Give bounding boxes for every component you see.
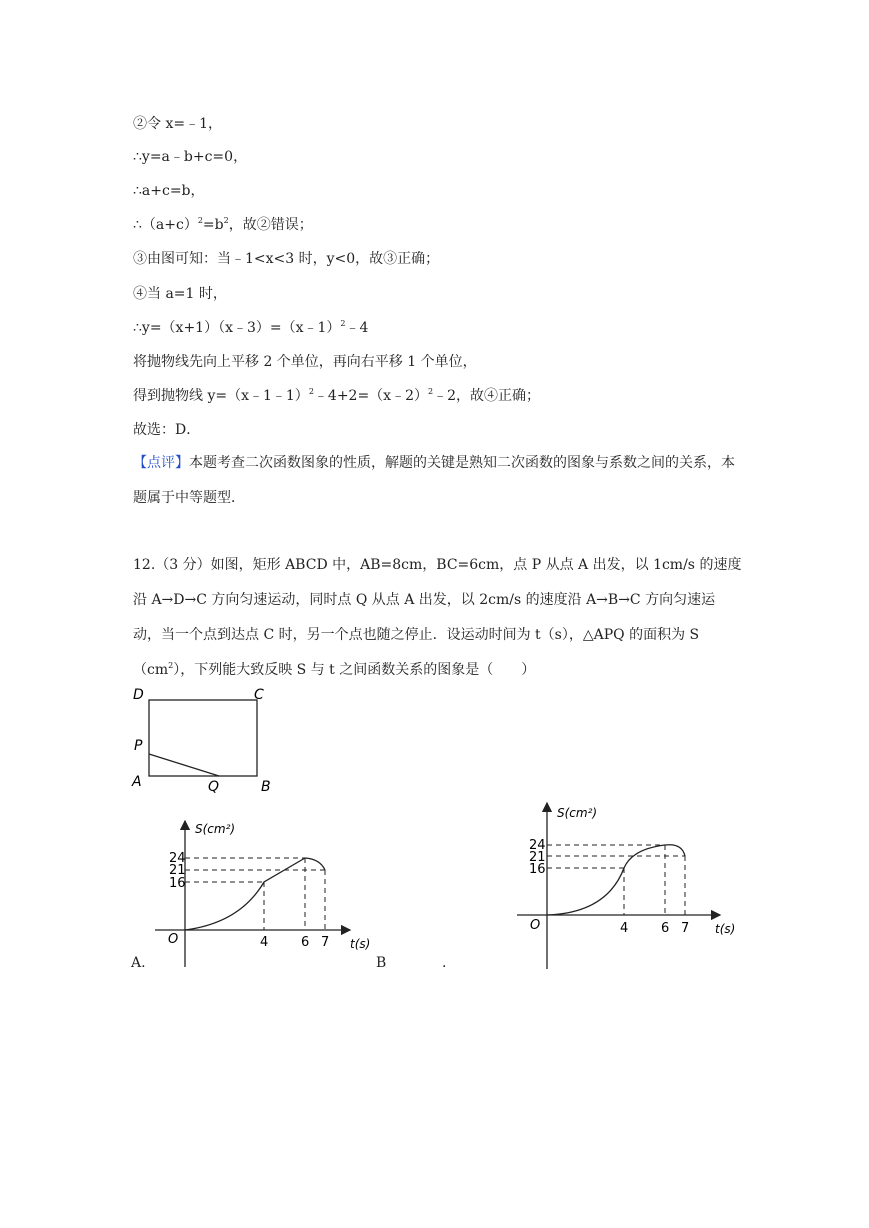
ytick-16: 16 <box>529 862 546 877</box>
curve-a <box>185 858 325 930</box>
solution-line-1: ②令 x=﹣1， <box>133 116 222 132</box>
superscript: 2 <box>223 216 229 225</box>
xtick-4: 4 <box>260 935 269 950</box>
ytick-16: 16 <box>169 876 186 891</box>
comment-text: 本题考查二次函数图象的性质，解题的关键是熟知二次函数的图象与系数之间的关系，本题属于中等题型． <box>133 455 735 506</box>
ytick-24: 24 <box>529 838 546 853</box>
xtick-6: 6 <box>301 935 310 950</box>
solution-line-7 <box>133 318 368 340</box>
ytick-24: 24 <box>169 851 186 866</box>
text: 得到抛物线 y=（x﹣1﹣1） <box>133 388 309 404</box>
xtick-7: 7 <box>321 935 330 950</box>
label-c: C <box>254 687 264 703</box>
option-a-label: A. <box>131 955 146 971</box>
label-d: D <box>133 687 144 703</box>
option-b-dot: . <box>442 955 447 971</box>
label-p: P <box>134 738 143 754</box>
rectangle-figure <box>125 680 285 795</box>
origin-label: O <box>168 932 179 947</box>
text: ﹣4+2=（x﹣2） <box>313 388 428 404</box>
text: ∴y=（x+1）（x﹣3）=（x﹣1） <box>133 320 341 336</box>
ytick-21: 21 <box>529 850 546 865</box>
text: =b <box>202 217 224 233</box>
text: ，故②错误； <box>228 217 313 233</box>
solution-line-3: ∴a+c=b， <box>133 183 205 199</box>
xtick-4: 4 <box>620 921 629 936</box>
xtick-6: 6 <box>661 921 670 936</box>
graph-b <box>512 797 742 972</box>
solution-line-6: ④当 a=1 时， <box>133 286 227 302</box>
superscript: 2 <box>340 319 346 328</box>
xtick-7: 7 <box>681 921 690 936</box>
text: ﹣4 <box>345 320 369 336</box>
x-axis-label: t(s) <box>350 937 371 951</box>
solution-line-10: 故选：D． <box>133 422 201 438</box>
y-axis-label: S(cm²) <box>195 822 236 836</box>
curve-b <box>547 845 685 915</box>
superscript: 2 <box>168 661 174 670</box>
superscript: 2 <box>197 216 203 225</box>
problem-text: ），下列能大致反映 S 与 t 之间函数关系的图象是（ ） <box>173 662 536 678</box>
superscript: 2 <box>308 387 314 396</box>
segment-pq <box>149 754 219 776</box>
label-a: A <box>132 774 142 790</box>
rectangle-abcd <box>149 700 257 776</box>
x-axis-label: t(s) <box>715 922 736 936</box>
origin-label: O <box>530 918 541 933</box>
label-b: B <box>261 779 271 795</box>
solution-line-9 <box>133 386 540 408</box>
graph-a <box>150 815 380 970</box>
problem-12 <box>133 548 743 689</box>
solution-line-5: ③由图可知：当﹣1<x<3 时，y<0，故③正确； <box>133 251 440 267</box>
ytick-21: 21 <box>169 863 186 878</box>
comment-tag: 【点评】 <box>133 455 189 471</box>
superscript: 2 <box>427 387 434 396</box>
option-b-label: B <box>376 955 387 971</box>
comment-paragraph <box>133 446 743 516</box>
label-q: Q <box>208 779 220 795</box>
text: ﹣2，故④正确； <box>433 388 540 404</box>
problem-text: 12.（3 分）如图，矩形 ABCD 中，AB=8cm，BC=6cm，点 P 从点 A 出发，以 1cm/s 的速度沿 A→D→C 方向匀速运动，同时点 Q 从点 A 出发，以 2cm/s 的速度沿 A→B→C 方向匀速运动，当一个点到达点 C 时，另一个点也随之停止．设运动时间为 t（s），△APQ 的面积为 S（cm <box>133 557 742 678</box>
solution-line-4 <box>133 215 313 237</box>
y-axis-label: S(cm²) <box>557 806 598 820</box>
solution-line-8: 将抛物线先向上平移 2 个单位，再向右平移 1 个单位， <box>133 354 477 370</box>
solution-line-2: ∴y=a﹣b+c=0， <box>133 149 248 165</box>
text: ∴（a+c） <box>133 217 198 233</box>
